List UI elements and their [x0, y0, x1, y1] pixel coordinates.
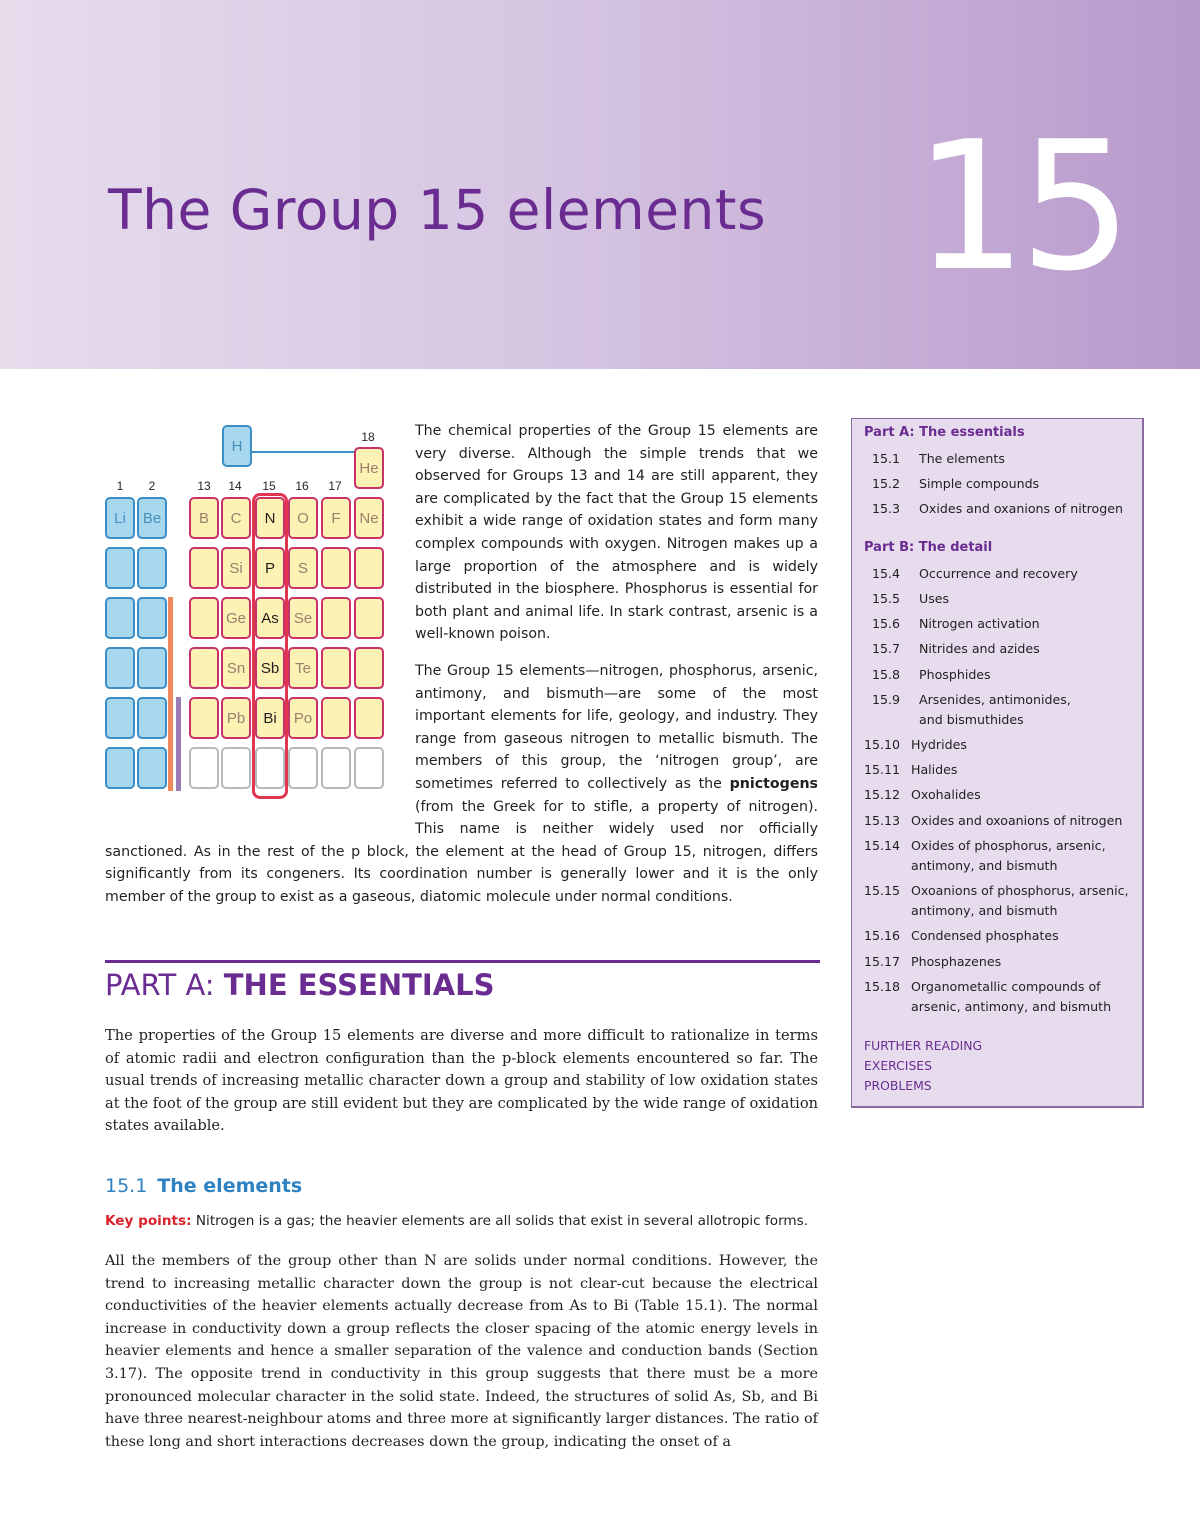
toc-entry[interactable]: 15.10 Hydrides: [864, 737, 967, 752]
toc-entry[interactable]: 15.13 Oxides and oxoanions of nitrogen: [864, 813, 1123, 828]
toc-entry[interactable]: 15.9 Arsenides, antimonides, and bismuthides: [872, 692, 1071, 727]
chapter-title: The Group 15 elements: [108, 178, 767, 242]
element-cell: O: [288, 497, 318, 539]
element-cell-bismuth: Bi: [255, 697, 285, 739]
toc-entry[interactable]: 15.4 Occurrence and recovery: [872, 566, 1078, 581]
part-a-heading: PART A: THE ESSENTIALS: [105, 968, 495, 1002]
toc-entry[interactable]: 15.3 Oxides and oxanions of nitrogen: [872, 501, 1123, 516]
chapter-contents-box: [851, 418, 1144, 1108]
toc-problems-link[interactable]: PROBLEMS: [864, 1078, 932, 1093]
group-label-1: 1: [116, 479, 124, 493]
chapter-introduction: [105, 420, 818, 922]
element-cell: B: [189, 497, 219, 539]
element-cell: Se: [288, 597, 318, 639]
group-label-15: 15: [262, 479, 276, 493]
toc-entry[interactable]: 15.6 Nitrogen activation: [872, 616, 1040, 631]
toc-entry[interactable]: 15.17 Phosphazenes: [864, 954, 1002, 969]
element-cell-antimony: Sb: [255, 647, 285, 689]
toc-entry[interactable]: 15.12 Oxohalides: [864, 787, 981, 802]
toc-part-b-heading: Part B: The detail: [864, 540, 993, 555]
element-cell: Pb: [221, 697, 251, 739]
element-cell: Ge: [221, 597, 251, 639]
toc-entry[interactable]: 15.1 The elements: [872, 451, 1005, 466]
element-cell: Te: [288, 647, 318, 689]
intro-paragraph-1: The chemical properties of the Group 15 elements are very diverse. Although the simple trends that we observed for Groups 13 and 14 are still apparent, they are complicated by the fact that the Group 15 elements exhibit a wide range of oxidation states and form many complex compounds with oxygen. Nitrogen makes up a large proportion of the atmosphere and is widely distributed in the biosphere. Phosphorus is essential for both plant and animal life. In stark contrast, arsenic is a well-known poison.: [415, 423, 818, 643]
element-cell: Li: [105, 497, 135, 539]
intro-paragraph-2: The Group 15 elements—nitrogen, phosphorus, arsenic, antimony, and bismuth—are some of the most important elements for life, geology, and industry. They range from gaseous nitrogen to metallic bismuth. The members of this group, the ‘nitrogen group’, are sometimes referred to collectively as the pnictogens (from the Greek for to stifle, a property of nitrogen). This name is neither widely used nor officially sanctioned. As in the rest of the p block, the element at the head of Group 15, nitrogen, differs significantly from its congeners. Its coordination number is generally lower and it is the only member of the group to exist as a gaseous, diatomic molecule under normal conditions.: [105, 662, 818, 905]
toc-exercises-link[interactable]: EXERCISES: [864, 1058, 933, 1073]
toc-entry[interactable]: 15.2 Simple compounds: [872, 476, 1040, 491]
element-cell: F: [321, 497, 351, 539]
toc-entry[interactable]: 15.11 Halides: [864, 762, 958, 777]
chapter-number: 15: [914, 103, 1125, 310]
element-cell: Sn: [221, 647, 251, 689]
group-label-16: 16: [295, 479, 309, 493]
toc-further-reading-link[interactable]: FURTHER READING: [864, 1038, 983, 1053]
toc-entry[interactable]: 15.14 Oxides of phosphorus, arsenic, antimony, and bismuth: [864, 838, 1106, 873]
toc-entry[interactable]: 15.8 Phosphides: [872, 667, 991, 682]
group-label-13: 13: [197, 479, 211, 493]
element-cell: Po: [288, 697, 318, 739]
chapter-header-band: [0, 0, 1200, 369]
element-cell: Be: [137, 497, 167, 539]
group-label-2: 2: [148, 479, 156, 493]
part-a-text: The properties of the Group 15 elements are diverse and more difficult to rationalize in terms of atomic radii and electron configuration than the p-block elements encountered so far. The usual trends of increasing metallic character down a group and stability of low oxidation states at the foot of the group are still evident but they are complicated by the wide range of oxidation states available.: [105, 1027, 818, 1135]
key-points: Key points: Nitrogen is a gas; the heavier elements are all solids that exist in several allotropic forms.: [105, 1213, 809, 1229]
element-cell: He: [354, 447, 384, 489]
toc-entry[interactable]: 15.5 Uses: [872, 591, 950, 606]
toc-entry[interactable]: 15.7 Nitrides and azides: [872, 641, 1040, 656]
toc-entry[interactable]: 15.18 Organometallic compounds of arsenic, antimony, and bismuth: [864, 979, 1112, 1014]
group-label-17: 17: [328, 479, 342, 493]
term-pnictogens: pnictogens: [729, 775, 818, 792]
element-cell: H: [222, 425, 252, 467]
toc-entry[interactable]: 15.16 Condensed phosphates: [864, 928, 1059, 943]
toc-part-a-heading: Part A: The essentials: [864, 425, 1025, 440]
section-body-text: All the members of the group other than N are solids under normal conditions. However, the trend to increasing metallic character down the group is not clear-cut because the electrical conductivities of the heavier elements actually decrease from As to Bi (Table 15.1). The normal increase in conductivity down a group reflects the closer spacing of the atomic energy levels in heavier elements and hence a smaller separation of the valence and conduction bands (Section 3.17). The opposite trend in conductivity in this group suggests that there must be a more pronounced molecular character in the solid state. Indeed, the structures of solid As, Sb, and Bi have three nearest-neighbour atoms and three more at significantly larger distances. The ratio of these long and short interactions decreases down the group, indicating the onset of a: [105, 1253, 818, 1450]
element-cell-arsenic: As: [255, 597, 285, 639]
part-a-rule: [105, 960, 820, 963]
element-cell: C: [221, 497, 251, 539]
element-cell-nitrogen: N: [255, 497, 285, 539]
element-cell: Si: [221, 547, 251, 589]
toc-entry[interactable]: 15.15 Oxoanions of phosphorus, arsenic, antimony, and bismuth: [864, 883, 1129, 918]
element-cell: S: [288, 547, 318, 589]
section-heading: 15.1 The elements: [105, 1175, 303, 1197]
group-label-18: 18: [361, 430, 375, 444]
group-label-14: 14: [228, 479, 242, 493]
element-cell-phosphorus: P: [255, 547, 285, 589]
element-cell: Ne: [354, 497, 384, 539]
